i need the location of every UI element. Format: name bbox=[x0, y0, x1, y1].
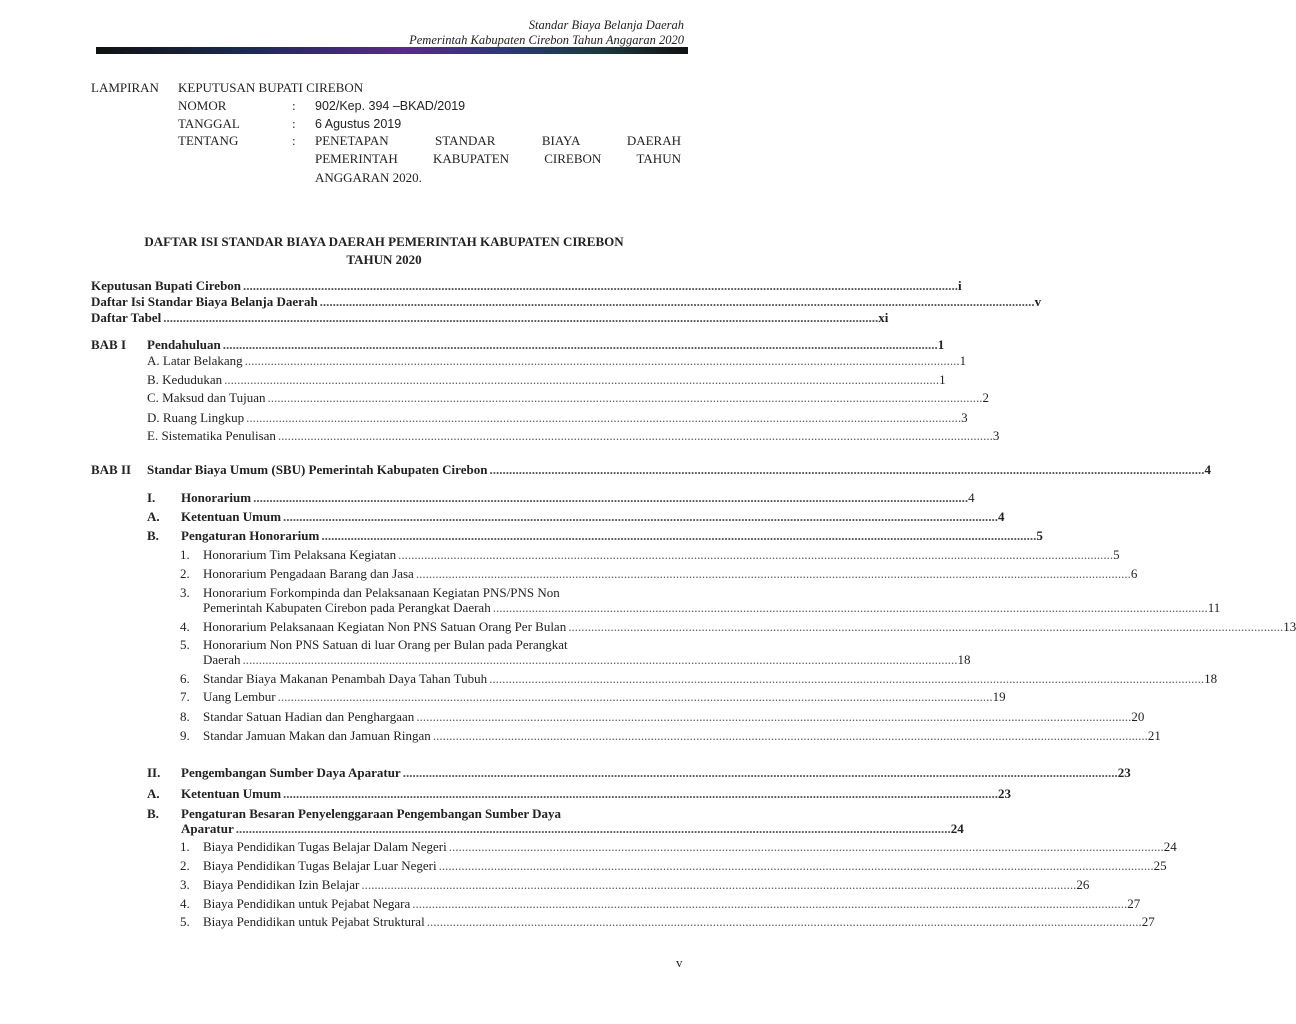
toc-entry-page: xi bbox=[878, 310, 889, 325]
word: BIAYA bbox=[541, 133, 581, 148]
toc-entry-title: Uang Lembur bbox=[203, 689, 276, 704]
word: STANDAR bbox=[435, 133, 496, 148]
toc-entry-title: Keputusan Bupati Cirebon bbox=[91, 278, 242, 293]
toc-entry-title: Standar Biaya Makanan Penambah Daya Tahan Tubuh bbox=[203, 671, 488, 686]
toc-entry-number: BAB II bbox=[91, 462, 132, 477]
toc-entry[interactable] bbox=[203, 689, 1006, 705]
nomor-label: NOMOR bbox=[178, 98, 227, 113]
toc-entry-page: 23 bbox=[1117, 765, 1131, 780]
header-rule bbox=[96, 47, 688, 54]
header-line-1: Standar Biaya Belanja Daerah bbox=[528, 18, 684, 32]
toc-entry-title: Standar Jamuan Makan dan Jamuan Ringan bbox=[203, 728, 431, 743]
toc-entry[interactable] bbox=[147, 410, 968, 426]
toc-entry-title: C. Maksud dan Tujuan bbox=[147, 390, 266, 405]
tanggal-value: 6 Agustus 2019 bbox=[315, 117, 402, 131]
dot-leader: ............................................................................................................................................................................................................................ bbox=[267, 390, 983, 405]
toc-entry-page: 11 bbox=[1207, 600, 1221, 615]
dot-leader: ............................................................................................................................................................................................................................ bbox=[415, 566, 1131, 581]
toc-entry[interactable] bbox=[181, 821, 964, 837]
toc-entry-page: 1 bbox=[939, 372, 946, 387]
toc-entry-number: 3. bbox=[180, 877, 190, 892]
word: TAHUN bbox=[636, 151, 681, 166]
toc-entry-number: I. bbox=[147, 490, 156, 505]
dot-leader: ............................................................................................................................................................................................................................ bbox=[243, 278, 959, 293]
toc-entry[interactable] bbox=[147, 353, 967, 369]
dot-leader: ............................................................................................................................................................................................................................ bbox=[412, 896, 1128, 911]
dot-leader: ............................................................................................................................................................................................................................ bbox=[283, 786, 999, 801]
toc-entry-number: A. bbox=[147, 509, 160, 524]
toc-entry-number: 5. bbox=[180, 914, 190, 929]
toc-entry[interactable] bbox=[203, 566, 1138, 582]
dot-leader: ............................................................................................................................................................................................................................ bbox=[489, 462, 1205, 477]
toc-entry[interactable] bbox=[147, 372, 946, 388]
toc-entry-page: 3 bbox=[961, 410, 968, 425]
toc-entry-number: 1. bbox=[180, 547, 190, 562]
dot-leader: ............................................................................................................................................................................................................................ bbox=[448, 839, 1164, 854]
toc-entry[interactable] bbox=[203, 914, 1155, 930]
toc-entry[interactable] bbox=[203, 839, 1177, 855]
toc-entry-page: 27 bbox=[1141, 914, 1155, 929]
dot-leader: ............................................................................................................................................................................................................................ bbox=[432, 728, 1148, 743]
toc-entry[interactable] bbox=[147, 337, 945, 353]
dot-leader: ............................................................................................................................................................................................................................ bbox=[242, 652, 958, 667]
toc-entry[interactable] bbox=[91, 294, 1042, 310]
tentang-line-3: ANGGARAN 2020. bbox=[315, 170, 422, 185]
toc-entry-page: 5 bbox=[1113, 547, 1120, 562]
toc-entry-title: Daftar Tabel bbox=[91, 310, 162, 325]
toc-entry[interactable] bbox=[203, 619, 1296, 635]
tentang-label: TENTANG bbox=[178, 133, 239, 148]
toc-entry-title: Pengembangan Sumber Daya Aparatur bbox=[181, 765, 401, 780]
toc-entry-page: 4 bbox=[1204, 462, 1211, 477]
toc-entry-page: 18 bbox=[1204, 671, 1218, 686]
toc-entry-title: D. Ruang Lingkup bbox=[147, 410, 245, 425]
running-header bbox=[409, 18, 684, 48]
dot-leader: ............................................................................................................................................................................................................................ bbox=[361, 877, 1077, 892]
toc-entry-page: 21 bbox=[1147, 728, 1161, 743]
toc-entry-title: E. Sistematika Penulisan bbox=[147, 428, 276, 443]
colon: : bbox=[292, 133, 296, 148]
dot-leader: ............................................................................................................................................................................................................................ bbox=[277, 689, 993, 704]
toc-entry[interactable] bbox=[203, 896, 1141, 912]
toc-entry-page: 1 bbox=[959, 353, 967, 368]
toc-title-line-2: TAHUN 2020 bbox=[346, 252, 422, 267]
toc-entry[interactable] bbox=[181, 528, 1043, 544]
toc-entry-page: 19 bbox=[992, 689, 1006, 704]
dot-leader: ............................................................................................................................................................................................................................ bbox=[416, 709, 1132, 724]
tentang-line-1 bbox=[315, 133, 681, 149]
dot-leader: ............................................................................................................................................................................................................................ bbox=[163, 310, 879, 325]
toc-entry[interactable] bbox=[181, 765, 1131, 781]
toc-title bbox=[80, 233, 688, 269]
toc-entry-page: i bbox=[958, 278, 962, 293]
toc-entry[interactable] bbox=[147, 428, 1000, 444]
dot-leader: ............................................................................................................................................................................................................................ bbox=[277, 428, 993, 443]
page-number: v bbox=[676, 955, 683, 970]
toc-entry-title-line-1: Honorarium Forkompinda dan Pelaksanaan Kegiatan PNS/PNS Non bbox=[203, 585, 560, 600]
toc-entry-page: 4 bbox=[998, 509, 1005, 524]
toc-entry[interactable] bbox=[147, 462, 1211, 478]
toc-entry-title: Honorarium Pelaksanaan Kegiatan Non PNS Satuan Orang Per Bulan bbox=[203, 619, 567, 634]
word: DAERAH bbox=[626, 133, 681, 148]
toc-entry-title: Standar Satuan Hadian dan Penghargaan bbox=[203, 709, 415, 724]
toc-entry-title: Standar Biaya Umum (SBU) Pemerintah Kabupaten Cirebon bbox=[147, 462, 488, 477]
toc-entry-title: Honorarium Pengadaan Barang dan Jasa bbox=[203, 566, 414, 581]
dot-leader: ............................................................................................................................................................................................................................ bbox=[253, 490, 969, 505]
toc-entry-title-line-1: Pengaturan Besaran Penyelenggaraan Pengembangan Sumber Daya bbox=[181, 806, 562, 821]
toc-entry-page: 20 bbox=[1131, 709, 1145, 724]
toc-entry-number: 5. bbox=[180, 637, 190, 652]
tentang-line-2 bbox=[315, 151, 681, 167]
dot-leader: ............................................................................................................................................................................................................................ bbox=[321, 528, 1037, 543]
toc-entry[interactable] bbox=[181, 509, 1005, 525]
toc-entry-page: 27 bbox=[1127, 896, 1141, 911]
toc-entry-page: 6 bbox=[1130, 566, 1138, 581]
word: KABUPATEN bbox=[432, 151, 510, 166]
dot-leader: ............................................................................................................................................................................................................................ bbox=[235, 821, 951, 836]
toc-entry-number: 2. bbox=[180, 858, 190, 873]
toc-entry-page: v bbox=[1034, 294, 1042, 309]
dot-leader: ............................................................................................................................................................................................................................ bbox=[224, 372, 940, 387]
toc-entry-number: 6. bbox=[180, 671, 190, 686]
dot-leader: ............................................................................................................................................................................................................................ bbox=[244, 353, 960, 368]
dot-leader: ............................................................................................................................................................................................................................ bbox=[438, 858, 1154, 873]
toc-entry-title: Pendahuluan bbox=[147, 337, 221, 352]
toc-entry-title: Daerah bbox=[203, 652, 241, 667]
toc-entry-page: 3 bbox=[992, 428, 1000, 443]
toc-entry-number: A. bbox=[147, 786, 160, 801]
toc-entry-number: BAB I bbox=[91, 337, 127, 352]
toc-entry-number: 8. bbox=[180, 709, 190, 724]
toc-entry[interactable] bbox=[181, 786, 1012, 802]
toc-entry-title: Aparatur bbox=[181, 821, 234, 836]
toc-entry-number: B. bbox=[147, 528, 159, 543]
toc-entry[interactable] bbox=[203, 728, 1161, 744]
toc-entry-number: 2. bbox=[180, 566, 190, 581]
toc-entry-title: Biaya Pendidikan Tugas Belajar Luar Negeri bbox=[203, 858, 437, 873]
toc-entry-title: Honorarium Tim Pelaksana Kegiatan bbox=[203, 547, 397, 562]
toc-entry-number: 4. bbox=[180, 896, 190, 911]
toc-entry-title-line-1: Honorarium Non PNS Satuan di luar Orang per Bulan pada Perangkat bbox=[203, 637, 568, 652]
toc-entry-page: 26 bbox=[1076, 877, 1090, 892]
toc-entry-title: A. Latar Belakang bbox=[147, 353, 243, 368]
dot-leader: ............................................................................................................................................................................................................................ bbox=[222, 337, 938, 352]
toc-entry-number: II. bbox=[147, 765, 161, 780]
toc-entry[interactable] bbox=[203, 671, 1218, 687]
word: PENETAPAN bbox=[315, 133, 389, 148]
toc-entry-title: Daftar Isi Standar Biaya Belanja Daerah bbox=[91, 294, 318, 309]
toc-entry-title: Ketentuan Umum bbox=[181, 509, 282, 524]
toc-entry-title: Biaya Pendidikan Tugas Belajar Dalam Negeri bbox=[203, 839, 447, 854]
toc-entry-title: Biaya Pendidikan Izin Belajar bbox=[203, 877, 360, 892]
toc-entry[interactable] bbox=[203, 652, 971, 668]
word: PEMERINTAH bbox=[315, 151, 398, 166]
toc-entry[interactable] bbox=[91, 278, 962, 294]
toc-entry-title: Ketentuan Umum bbox=[181, 786, 282, 801]
toc-entry-page: 18 bbox=[957, 652, 971, 667]
toc-entry-number: 3. bbox=[180, 585, 190, 600]
nomor-value: 902/Kep. 394 –BKAD/2019 bbox=[315, 99, 466, 113]
dot-leader: ............................................................................................................................................................................................................................ bbox=[319, 294, 1035, 309]
lampiran-label: LAMPIRAN bbox=[91, 80, 159, 95]
dot-leader: ............................................................................................................................................................................................................................ bbox=[402, 765, 1118, 780]
toc-entry-page: 24 bbox=[950, 821, 964, 836]
dot-leader: ............................................................................................................................................................................................................................ bbox=[426, 914, 1142, 929]
toc-title-line-1: DAFTAR ISI STANDAR BIAYA DAERAH PEMERINTAH KABUPATEN CIREBON bbox=[144, 234, 624, 249]
toc-entry-number: 4. bbox=[180, 619, 190, 634]
toc-entry-page: 1 bbox=[937, 337, 945, 352]
toc-entry-title: Biaya Pendidikan untuk Pejabat Negara bbox=[203, 896, 411, 911]
toc-entry-number: B. bbox=[147, 806, 159, 821]
dot-leader: ............................................................................................................................................................................................................................ bbox=[489, 671, 1205, 686]
dot-leader: ............................................................................................................................................................................................................................ bbox=[568, 619, 1284, 634]
lampiran-title: KEPUTUSAN BUPATI CIREBON bbox=[178, 80, 364, 95]
toc-entry[interactable] bbox=[203, 858, 1167, 874]
toc-entry[interactable] bbox=[147, 390, 989, 406]
tanggal-label: TANGGAL bbox=[178, 116, 240, 131]
colon: : bbox=[292, 98, 296, 113]
colon: : bbox=[292, 116, 296, 131]
toc-entry-title: B. Kedudukan bbox=[147, 372, 223, 387]
toc-entry-title: Biaya Pendidikan untuk Pejabat Struktural bbox=[203, 914, 425, 929]
toc-entry[interactable] bbox=[181, 490, 975, 506]
dot-leader: ............................................................................................................................................................................................................................ bbox=[283, 509, 999, 524]
toc-entry-page: 24 bbox=[1163, 839, 1177, 854]
toc-entry[interactable] bbox=[203, 547, 1120, 563]
toc-entry-page: 25 bbox=[1153, 858, 1167, 873]
toc-entry-title: Honorarium bbox=[181, 490, 252, 505]
toc-entry-page: 23 bbox=[998, 786, 1012, 801]
toc-entry-page: 2 bbox=[982, 390, 989, 405]
toc-entry-number: 1. bbox=[180, 839, 190, 854]
dot-leader: ............................................................................................................................................................................................................................ bbox=[492, 600, 1208, 615]
toc-entry-number: 7. bbox=[180, 689, 190, 704]
toc-entry-title: Pemerintah Kabupaten Cirebon pada Perangkat Daerah bbox=[203, 600, 491, 615]
toc-entry-number: 9. bbox=[180, 728, 190, 743]
toc-entry-title: Pengaturan Honorarium bbox=[181, 528, 320, 543]
header-line-2: Pemerintah Kabupaten Cirebon Tahun Anggaran 2020 bbox=[409, 33, 684, 47]
dot-leader: ............................................................................................................................................................................................................................ bbox=[398, 547, 1114, 562]
toc-entry-page: 13 bbox=[1283, 619, 1296, 634]
toc-entry[interactable] bbox=[203, 600, 1221, 616]
toc-entry-page: 5 bbox=[1036, 528, 1043, 543]
toc-entry[interactable] bbox=[91, 310, 889, 326]
toc-entry[interactable] bbox=[203, 877, 1090, 893]
toc-entry-page: 4 bbox=[968, 490, 975, 505]
dot-leader: ............................................................................................................................................................................................................................ bbox=[246, 410, 962, 425]
toc-entry[interactable] bbox=[203, 709, 1145, 725]
word: CIREBON bbox=[544, 151, 602, 166]
